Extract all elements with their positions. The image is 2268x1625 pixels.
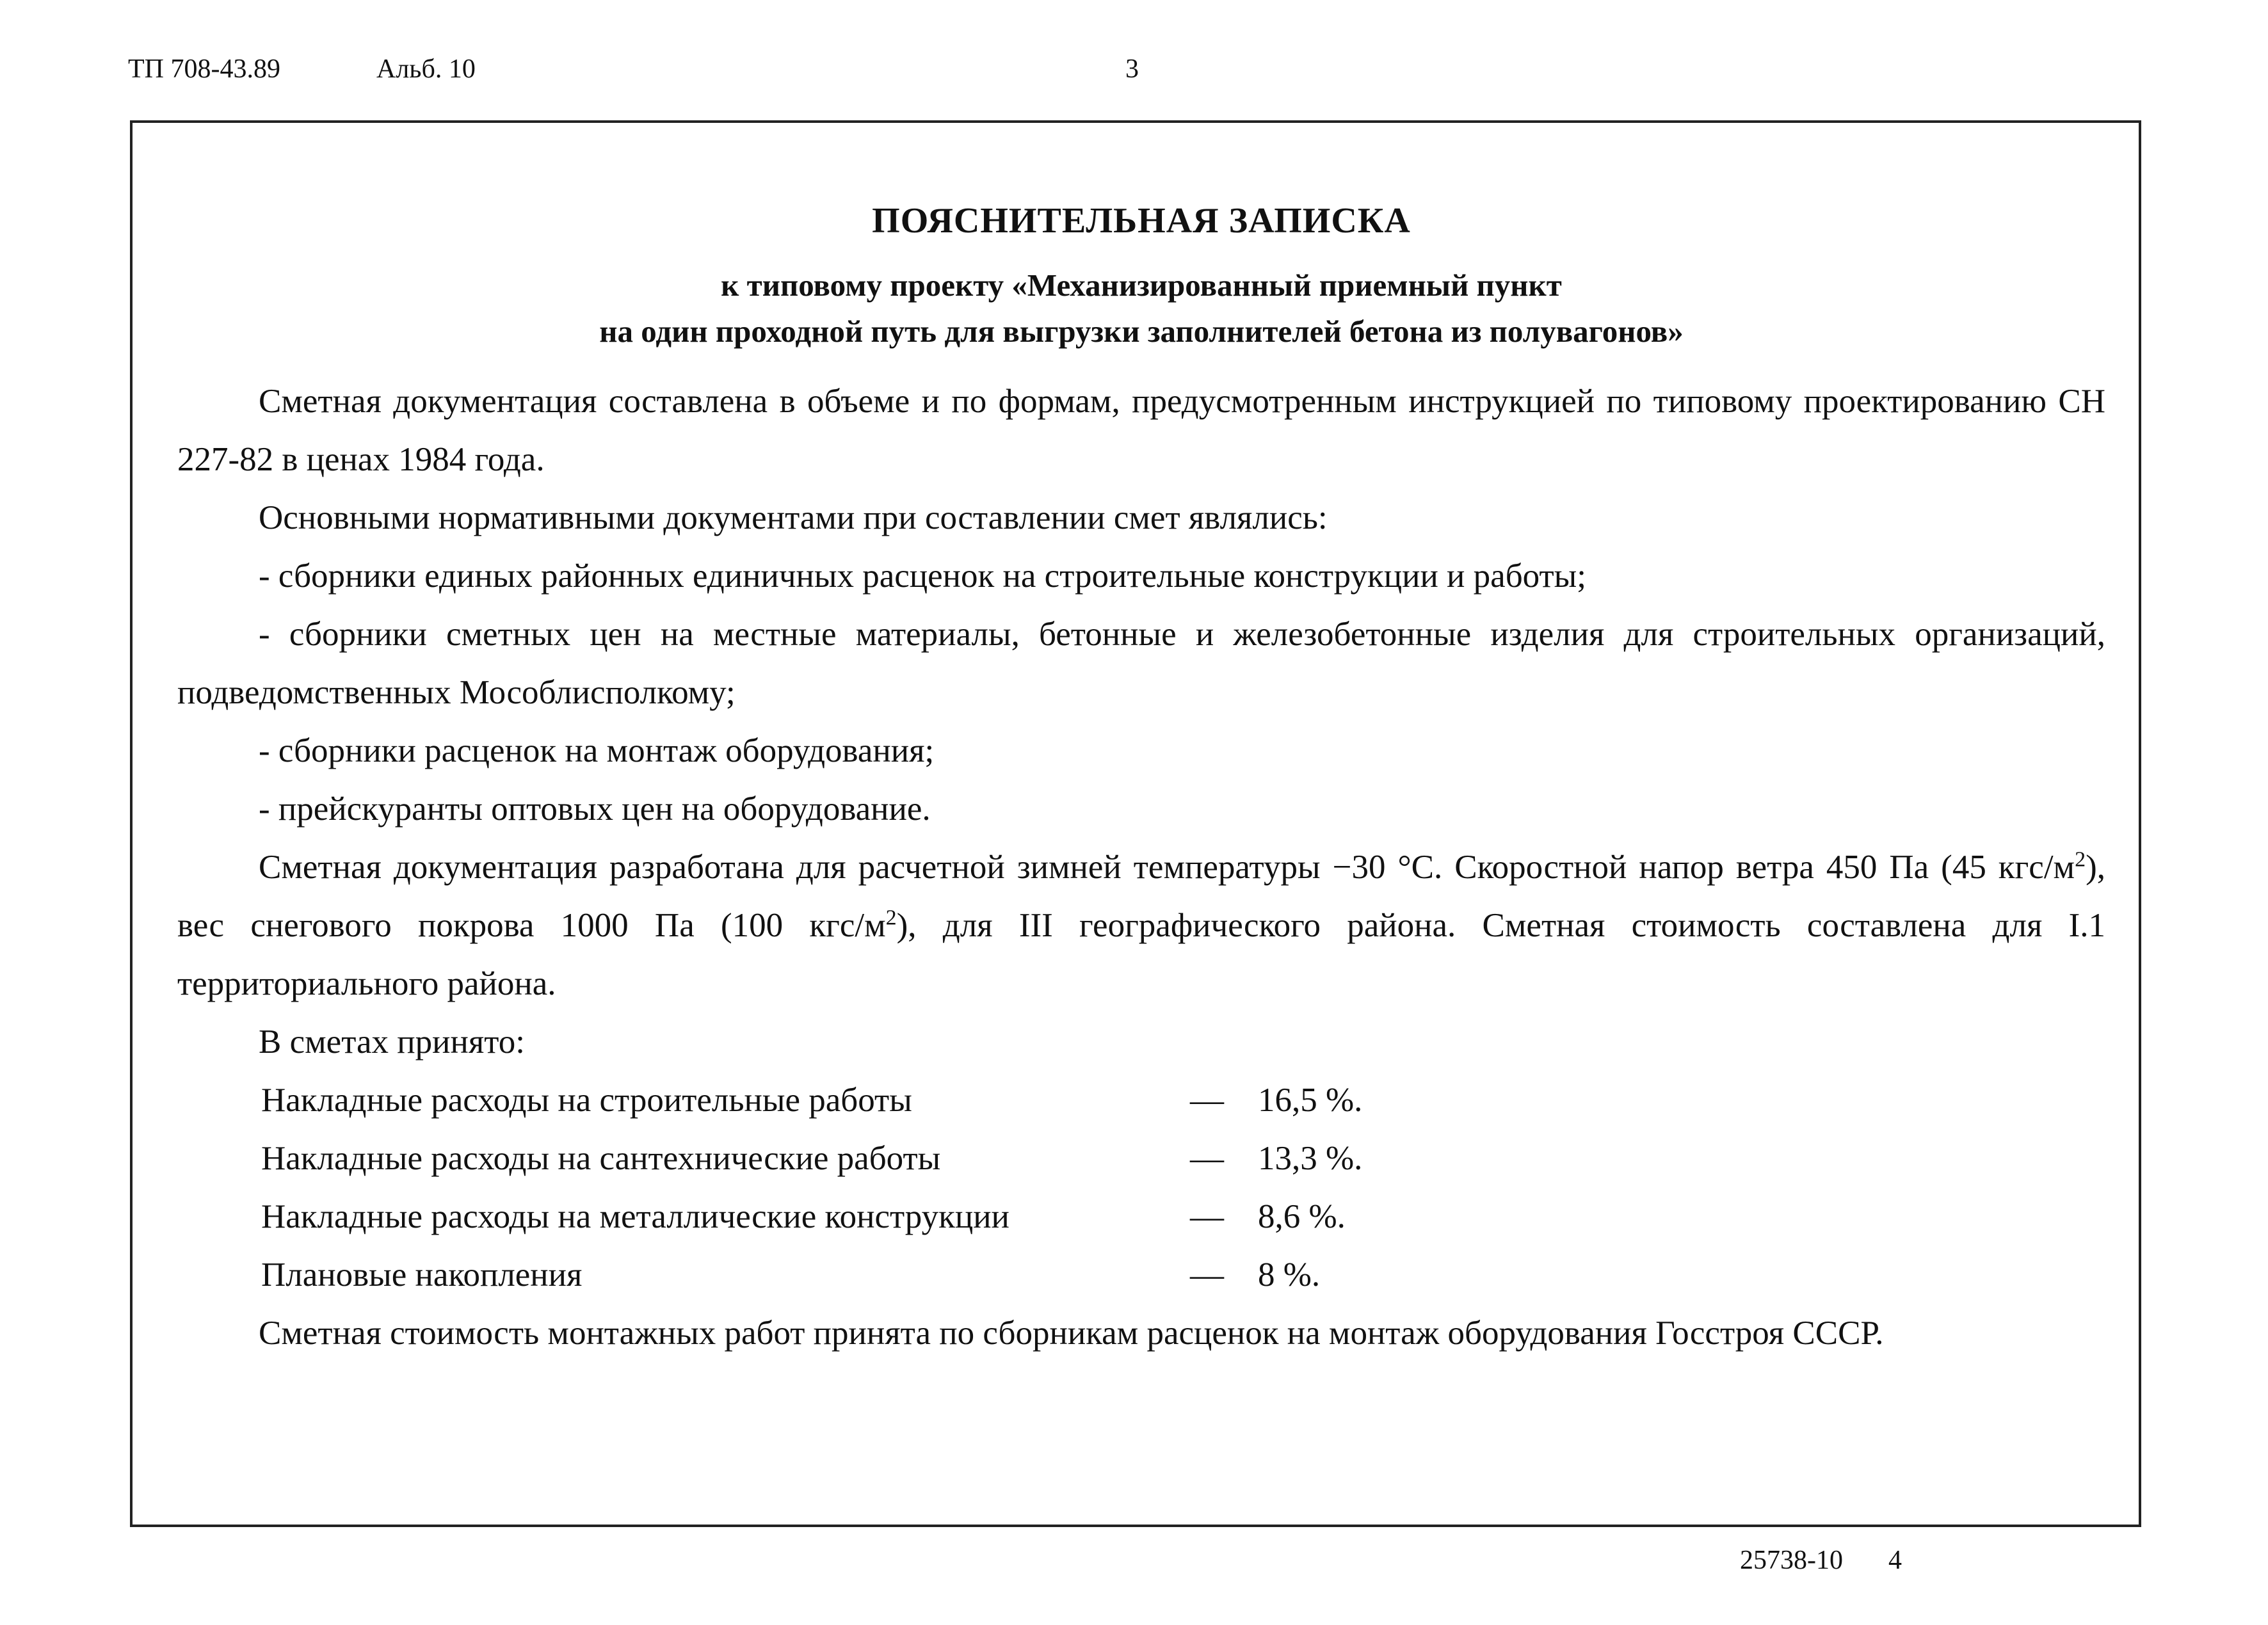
rate-row-plumbing (177, 1130, 2105, 1188)
list-item-installation-rates: - сборники расценок на монтаж оборудования; (259, 732, 935, 769)
climate-text-2: ), вес снегового покрова 1000 Па (100 кгс/м (177, 849, 2105, 944)
paragraph-accepted-intro: В сметах принято: (259, 1023, 525, 1061)
rate-value: 16,5 %. (1258, 1082, 1363, 1119)
document-code: ТП 708-43.89 (128, 54, 280, 84)
footer-document-code: 25738-10 (1740, 1546, 1843, 1575)
page-number: 3 (1125, 54, 1139, 84)
climate-text-3: ), для III географического района. Сметная стоимость составлена для I.1 территориального района. (177, 907, 2105, 1002)
rate-label: Накладные расходы на строительные работы (261, 1082, 912, 1119)
paragraph-documents-intro: Основными нормативными документами при составлении смет являлись: (259, 499, 1328, 536)
rate-value: 8 %. (1258, 1256, 1321, 1293)
note-content (177, 198, 2105, 1363)
rate-dash: — (1190, 1198, 1224, 1235)
subtitle-line-1: к типовому проекту «Механизированный приемный пункт (721, 268, 1562, 303)
rate-row-planned-savings (177, 1246, 2105, 1304)
page-subtitle (177, 262, 2105, 355)
rate-dash: — (1190, 1082, 1224, 1119)
rate-label: Накладные расходы на сантехнические работы (261, 1140, 941, 1177)
rate-label: Накладные расходы на металлические конструкции (261, 1198, 1009, 1235)
rate-value: 13,3 %. (1258, 1140, 1363, 1177)
rate-value: 8,6 %. (1258, 1198, 1346, 1235)
paragraph-closing: Сметная стоимость монтажных работ принята по сборникам расценок на монтаж оборудования Госстроя СССР. (259, 1315, 1884, 1352)
paragraph-climate (177, 838, 2105, 1013)
list-item-unit-rates: - сборники единых районных единичных расценок на строительные конструкции и работы; (259, 557, 1586, 595)
subtitle-line-2: на один проходной путь для выгрузки заполнителей бетона из полувагонов» (599, 314, 1684, 349)
page-title: ПОЯСНИТЕЛЬНАЯ ЗАПИСКА (872, 201, 1411, 241)
list-item-material-prices: - сборники сметных цен на местные материалы, бетонные и железобетонные изделия для строительных организаций, подведомственных Мособлисполкому; (177, 616, 2105, 711)
rate-row-construction (177, 1071, 2105, 1130)
rate-dash: — (1190, 1256, 1224, 1293)
paragraph-scope: Сметная документация составлена в объеме и по формам, предусмотренным инструкцией по типовому проектированию СН 227-82 в ценах 1984 года. (177, 383, 2105, 478)
climate-text-1: Сметная документация разработана для расчетной зимней температуры −30 °С. Скоростной напор ветра 450 Па (45 кгс/м (259, 849, 2075, 886)
text-frame (130, 120, 2141, 1527)
climate-superscript-1: 2 (2075, 847, 2086, 872)
rate-dash: — (1190, 1140, 1224, 1177)
rate-label: Плановые накопления (261, 1256, 583, 1293)
list-item-price-lists: - прейскуранты оптовых цен на оборудование. (259, 790, 931, 828)
climate-superscript-2: 2 (885, 906, 897, 930)
album-number: Альб. 10 (376, 54, 476, 84)
footer-sheet-number: 4 (1888, 1546, 1902, 1575)
rate-row-metal (177, 1188, 2105, 1246)
